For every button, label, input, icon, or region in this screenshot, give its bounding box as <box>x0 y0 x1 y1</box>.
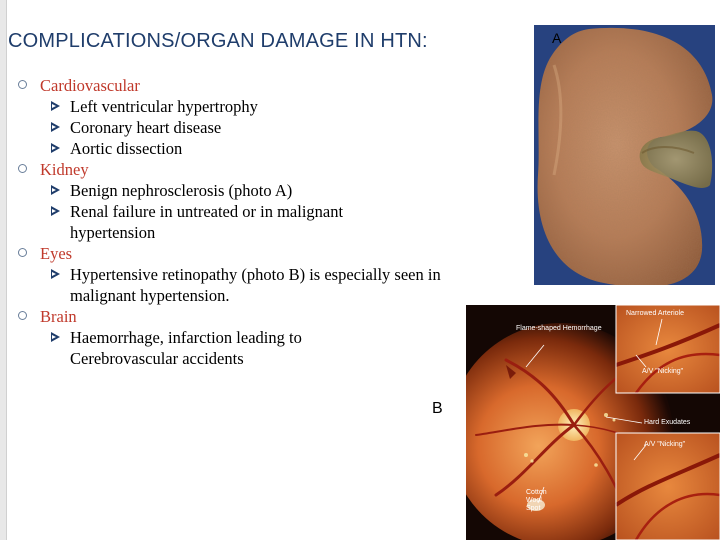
slide-title: COMPLICATIONS/ORGAN DAMAGE IN HTN: <box>8 30 428 52</box>
sub-bullet <box>18 327 375 369</box>
arrow-bullet-icon <box>51 143 60 153</box>
hard-exudates-label: Hard Exudates <box>644 419 691 426</box>
arrow-bullet-icon <box>51 185 60 195</box>
photo-b-label: B <box>432 400 443 417</box>
kidney-photo <box>534 25 715 285</box>
retina-photo <box>466 305 720 540</box>
av-nicking-label-2: A/V "Nicking" <box>644 441 686 448</box>
sub-bullet-text: Haemorrhage, infarction leading to Cerebrovascular accidents <box>70 328 302 368</box>
sub-bullet <box>18 264 442 306</box>
circle-bullet-icon <box>18 248 27 257</box>
arrow-bullet-icon <box>51 332 60 342</box>
bullet-eyes <box>18 243 448 264</box>
sub-bullet <box>18 201 405 243</box>
arrow-bullet-icon <box>51 122 60 132</box>
sub-bullet-text: Renal failure in untreated or in malignant hypertension <box>70 202 344 242</box>
circle-bullet-icon <box>18 311 27 320</box>
sub-bullet-text: Benign nephrosclerosis (photo A) <box>70 181 293 200</box>
narrowed-arteriole-label: Narrowed Arteriole <box>626 310 684 317</box>
arrow-bullet-icon <box>51 269 60 279</box>
circle-bullet-icon <box>18 80 27 89</box>
bullet-heading: Brain <box>40 307 77 326</box>
photo-a-label: A <box>552 30 562 46</box>
circle-bullet-icon <box>18 164 27 173</box>
sub-bullet-text: Hypertensive retinopathy (photo B) is especially seen in malignant hypertension. <box>70 265 441 305</box>
sub-bullet <box>18 138 448 159</box>
sub-bullet <box>18 117 448 138</box>
bullet-cardiovascular <box>18 75 448 96</box>
bullet-list <box>18 75 448 369</box>
bullet-heading: Eyes <box>40 244 73 263</box>
sub-bullet-text: Aortic dissection <box>70 139 183 158</box>
cotton-wool-label: Cotton Wool Spot <box>526 489 547 512</box>
arrow-bullet-icon <box>51 101 60 111</box>
sub-bullet <box>18 96 448 117</box>
sub-bullet-text: Coronary heart disease <box>70 118 222 137</box>
arrow-bullet-icon <box>51 206 60 216</box>
sub-bullet-text: Left ventricular hypertrophy <box>70 97 258 116</box>
bullet-heading: Cardiovascular <box>40 76 140 95</box>
bullet-heading: Kidney <box>40 160 89 179</box>
flame-hemorrhage-label: Flame-shaped Hemorrhage <box>516 325 602 332</box>
sub-bullet <box>18 180 448 201</box>
bullet-brain <box>18 306 448 327</box>
left-accent-line <box>6 0 7 540</box>
av-nicking-label: A/V "Nicking" <box>642 368 684 375</box>
bullet-kidney <box>18 159 448 180</box>
